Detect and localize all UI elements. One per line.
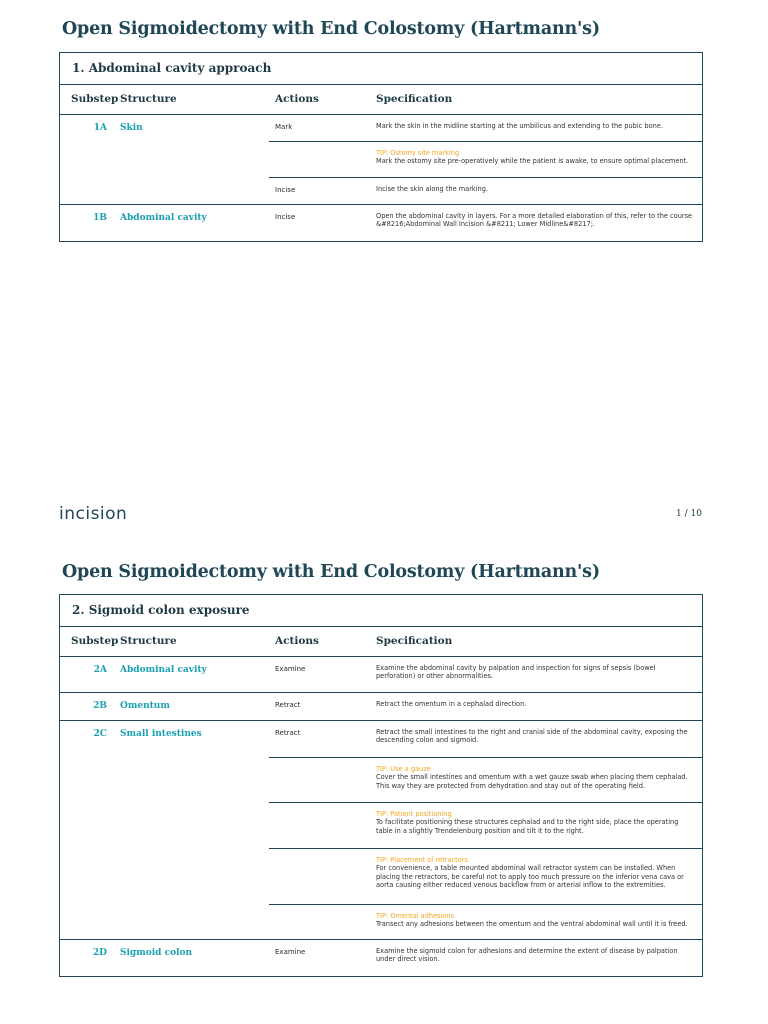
tip-label: TIP: Placement of retractors: [376, 856, 468, 864]
specification-text: [376, 700, 696, 708]
table-row: [60, 205, 702, 241]
header-actions: Actions: [275, 635, 319, 647]
step-entry: [269, 657, 702, 693]
step-entry: [269, 205, 702, 241]
step-entry: [269, 693, 702, 721]
structure-name: Small intestines: [120, 729, 202, 739]
substep-id: 2A: [93, 665, 107, 675]
specification-text: [376, 947, 696, 964]
page-number: 1 / 10: [676, 509, 702, 519]
spec-body: Examine the abdominal cavity by palpation and inspection for signs of sepsis (bowel perforation) or other abnormalities.: [376, 664, 656, 681]
substep-id: 1B: [93, 213, 107, 223]
structure-name: Abdominal cavity: [120, 665, 207, 675]
section-title: 2. Sigmoid colon exposure: [60, 595, 702, 627]
action-label: Retract: [275, 701, 301, 709]
spec-body: Retract the small intestines to the right and cranial side of the abdominal cavity, exposing the descending colon and sigmoid.: [376, 728, 688, 745]
spec-body: To facilitate positioning these structures cephalad and to the right side, place the operating table in a slightly Trendelenburg position and tilt it to the right.: [376, 818, 679, 835]
table-row: [60, 115, 702, 205]
table-row: [60, 693, 702, 721]
specification-text: [376, 912, 696, 929]
spec-body: Retract the omentum in a cephalad direction.: [376, 700, 527, 708]
action-label: Mark: [275, 123, 293, 131]
specification-text: [376, 149, 696, 166]
section-title: 1. Abdominal cavity approach: [60, 53, 702, 85]
structure-name: Sigmoid colon: [120, 948, 193, 958]
specification-text: [376, 810, 696, 835]
spec-body: Mark the skin in the midline starting at the umbilicus and extending to the pubic bone.: [376, 122, 663, 130]
specification-text: [376, 856, 696, 890]
specification-text: [376, 122, 696, 130]
incision-logo: incision: [59, 504, 128, 524]
specification-text: [376, 185, 696, 193]
spec-body: Cover the small intestines and omentum with a wet gauze swab when placing them cephalad. This way they are protected from dehydration and stay out of the operating field.: [376, 773, 688, 790]
spec-body: Examine the sigmoid colon for adhesions and determine the extent of disease by palpation under direct vision.: [376, 947, 678, 964]
action-label: Retract: [275, 729, 301, 737]
step-entry: [269, 758, 702, 803]
step-entry: [269, 803, 702, 849]
header-specification: Specification: [376, 635, 453, 647]
header-actions: Actions: [275, 93, 319, 105]
section-abdominal-cavity-approach: [59, 52, 703, 242]
page-title: Open Sigmoidectomy with End Colostomy (Hartmann's): [62, 562, 600, 582]
structure-name: Skin: [120, 123, 143, 133]
page-title: Open Sigmoidectomy with End Colostomy (Hartmann's): [62, 19, 600, 39]
spec-body: Open the abdominal cavity in layers. For a more detailed elaboration of this, refer to the course &#8216;Abdominal Wall Incision &#8211; Lower Midline&#8217;.: [376, 212, 693, 229]
table-row: [60, 721, 702, 940]
spec-body: Incise the skin along the marking.: [376, 185, 489, 193]
structure-name: Omentum: [120, 701, 170, 711]
tip-label: TIP: Patient positioning: [376, 810, 452, 818]
specification-text: [376, 212, 696, 229]
header-substep: Substep: [71, 635, 119, 647]
action-label: Examine: [275, 665, 306, 673]
specification-text: [376, 728, 696, 745]
spec-body: Mark the ostomy site pre-operatively while the patient is awake, to ensure optimal placement.: [376, 157, 689, 166]
header-structure: Structure: [120, 93, 177, 105]
substep-id: 1A: [93, 123, 107, 133]
action-label: Incise: [275, 213, 296, 221]
spec-body: For convenience, a table mounted abdominal wall retractor system can be installed. When placing the retractors, be careful not to apply too much pressure on the inferior vena cava or aorta causing either reduced venous backflow from or arterial inflow to the extremities.: [376, 864, 684, 890]
step-entry: [269, 849, 702, 905]
tip-label: TIP: Use a gauze: [376, 765, 431, 773]
table-header: [60, 627, 702, 657]
substep-id: 2C: [93, 729, 107, 739]
action-label: Examine: [275, 948, 306, 956]
step-entry: [269, 940, 702, 976]
step-entry: [269, 721, 702, 758]
tip-label: TIP: Omental adhesions: [376, 912, 455, 920]
specification-text: [376, 664, 696, 681]
header-substep: Substep: [71, 93, 119, 105]
header-structure: Structure: [120, 635, 177, 647]
spec-body: Transect any adhesions between the omentum and the ventral abdominal wall until it is freed.: [376, 920, 688, 929]
table-header: [60, 85, 702, 115]
table-row: [60, 657, 702, 693]
step-entry: [269, 905, 702, 940]
step-entry: [269, 115, 702, 142]
action-label: Incise: [275, 186, 296, 194]
step-entry: [269, 178, 702, 205]
structure-name: Abdominal cavity: [120, 213, 207, 223]
tip-label: TIP: Ostomy site marking: [376, 149, 460, 157]
section-sigmoid-colon-exposure: [59, 594, 703, 977]
substep-id: 2D: [92, 948, 107, 958]
header-specification: Specification: [376, 93, 453, 105]
substep-id: 2B: [93, 701, 107, 711]
step-entry: [269, 142, 702, 178]
specification-text: [376, 765, 696, 790]
table-row: [60, 940, 702, 976]
